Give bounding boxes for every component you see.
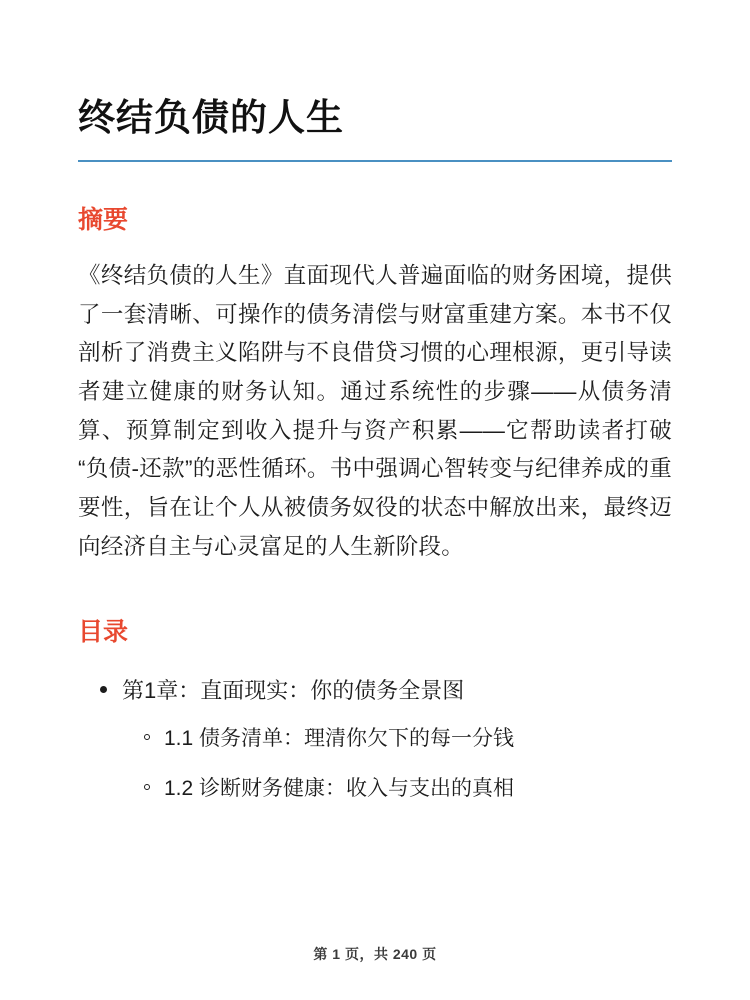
toc-section-label: 1.1 债务清单：理清你欠下的每一分钱 bbox=[164, 727, 515, 751]
toc-sublist bbox=[122, 723, 672, 804]
page-footer: 第 1 页，共 240 页 bbox=[313, 946, 437, 962]
page-title: 终结负债的人生 bbox=[78, 97, 344, 138]
bullet-circle-icon bbox=[144, 784, 150, 790]
title-divider bbox=[78, 160, 672, 162]
toc-section-label: 1.2 诊断财务健康：收入与支出的真相 bbox=[164, 776, 515, 800]
bullet-circle-icon bbox=[144, 734, 150, 740]
toc-list bbox=[78, 674, 672, 804]
abstract-text: 《终结负债的人生》直面现代人普遍面临的财务困境，提供了一套清晰、可操作的债务清偿与财富重建方案。本书不仅剖析了消费主义陷阱与不良借贷习惯的心理根源，更引导读者建立健康的财务认知。通过系统性的步骤——从债务清算、预算制定到收入提升与资产积累——它帮助读者打破“负债-还款”的恶性循环。书中强调心智转变与纪律养成的重要性，旨在让个人从被债务奴役的状态中解放出来，最终迈向经济自主与心灵富足的人生新阶段。 bbox=[78, 262, 672, 559]
bullet-disc-icon bbox=[100, 686, 107, 693]
toc-section-item[interactable] bbox=[122, 773, 672, 805]
toc-chapter-label: 第1章：直面现实：你的债务全景图 bbox=[122, 678, 465, 704]
toc-section-item[interactable] bbox=[122, 723, 672, 755]
toc-heading: 目录 bbox=[78, 618, 129, 647]
toc-chapter-item[interactable] bbox=[78, 674, 672, 804]
abstract-heading: 摘要 bbox=[78, 206, 129, 235]
